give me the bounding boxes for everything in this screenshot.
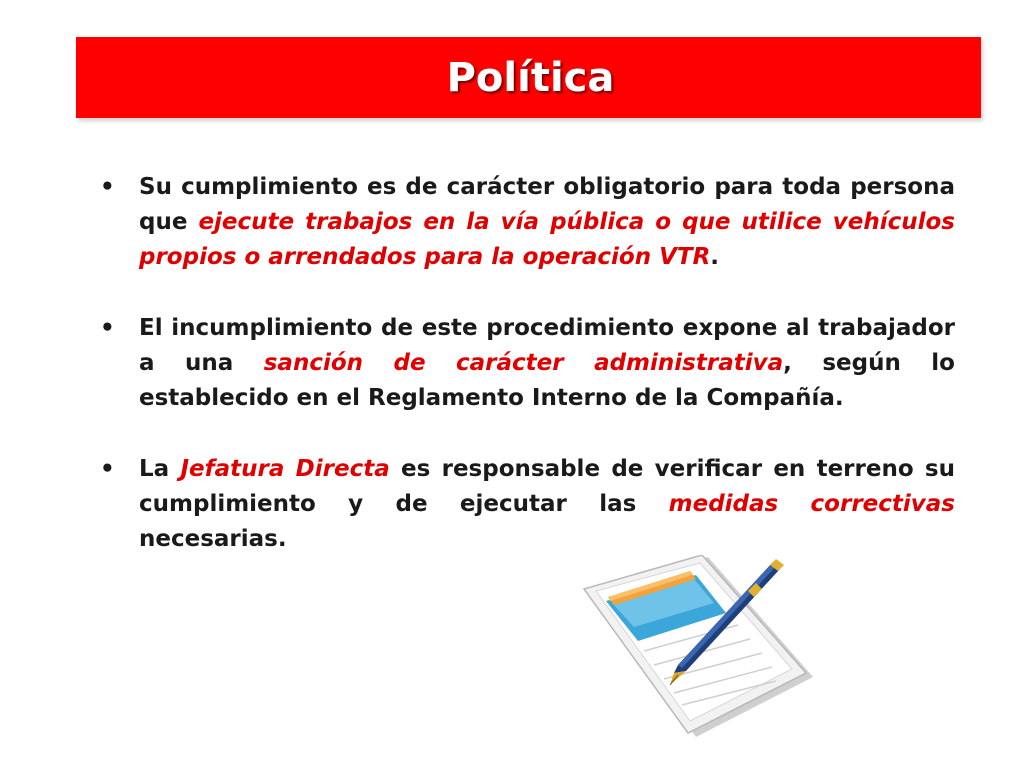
bullet-text: Su cumplimiento es de carácter obligatorio para toda persona que [139, 174, 955, 235]
bullet-highlight: sanción de carácter administrativa [263, 350, 784, 376]
slide-title: Política [446, 54, 615, 101]
bullet-text: El incumplimiento de este procedimiento expone al trabajador a una [139, 315, 955, 376]
bullet-list [100, 170, 955, 593]
bullet-item [100, 170, 955, 275]
bullet-text: es responsable de verificar en terreno su cumplimiento y de ejecutar las [139, 456, 955, 517]
bullet-item [100, 311, 955, 416]
bullet-text: necesarias. [139, 526, 287, 552]
bullet-text: , según lo establecido en el Reglamento Interno de la Compañía. [139, 350, 955, 411]
bullet-text: La [139, 456, 181, 482]
bullet-marker: • [100, 174, 115, 200]
bullet-highlight: Jefatura Directa [180, 456, 390, 482]
title-bar [76, 37, 981, 118]
bullet-marker: • [100, 456, 115, 482]
notepad-pen-icon [578, 555, 818, 740]
bullet-highlight: medidas correctivas [668, 491, 955, 517]
bullet-item [100, 452, 955, 557]
bullet-highlight: ejecute trabajos en la vía pública o que utilice vehículos propios o arrendados para la operación VTR [139, 209, 955, 270]
bullet-marker: • [100, 315, 115, 341]
bullet-text: . [710, 244, 720, 270]
